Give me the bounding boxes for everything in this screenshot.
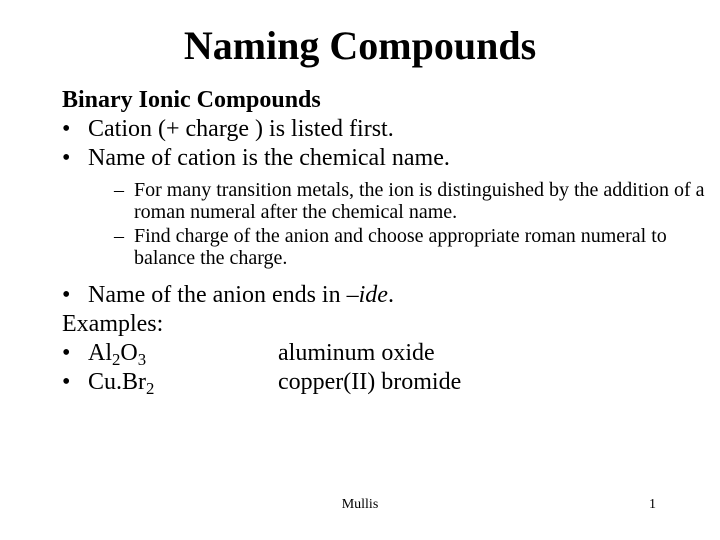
example-row	[62, 368, 682, 397]
bullet-marker: •	[62, 369, 71, 395]
example-row	[62, 339, 682, 368]
sub-bullet-item	[114, 179, 706, 223]
section-heading: Binary Ionic Compounds	[62, 87, 321, 113]
formula-subscript: 2	[146, 379, 155, 399]
anion-prefix: Name of the anion ends in	[88, 282, 347, 308]
bullet-item	[62, 115, 682, 144]
example-name: copper(II) bromide	[278, 369, 462, 395]
sub-bullet-text: For many transition metals, the ion is distinguished by the addition of a roman numeral after the chemical name.	[134, 179, 705, 223]
anion-end: .	[387, 282, 394, 308]
formula-element: O	[120, 340, 138, 366]
formula-element: Cu	[88, 369, 117, 395]
bullet-text	[88, 281, 394, 310]
bullet-marker: •	[62, 340, 71, 366]
page-number: 1	[649, 497, 656, 512]
bullet-marker: •	[62, 282, 71, 308]
slide-content	[62, 86, 705, 399]
example-formula	[88, 368, 278, 397]
footer-author: Mullis	[341, 497, 379, 512]
bullet-text: Cation (+ charge ) is listed first.	[88, 116, 394, 142]
bullet-text: Name of cation is the chemical name.	[88, 145, 450, 171]
bullet-marker: •	[62, 145, 71, 171]
anion-suffix: –ide	[346, 282, 388, 308]
sub-bullet-text: Find charge of the anion and choose appropriate roman numeral to balance the charge.	[134, 225, 667, 269]
sub-bullet-marker: –	[114, 179, 124, 201]
bullet-item-anion	[62, 281, 682, 310]
formula-subscript: 2	[112, 350, 121, 370]
examples-label: Examples:	[62, 311, 164, 337]
example-formula	[88, 339, 278, 368]
formula-element: Al	[88, 340, 112, 366]
slide-title: Naming Compounds	[183, 23, 537, 68]
example-name: aluminum oxide	[278, 340, 435, 366]
sub-bullet-item	[114, 225, 706, 269]
bullet-marker: •	[62, 116, 71, 142]
formula-subscript: 3	[137, 350, 147, 370]
bullet-item	[62, 144, 682, 173]
formula-element: Br	[122, 369, 147, 395]
sub-bullet-marker: –	[114, 225, 124, 247]
formula-separator: .	[116, 369, 123, 395]
